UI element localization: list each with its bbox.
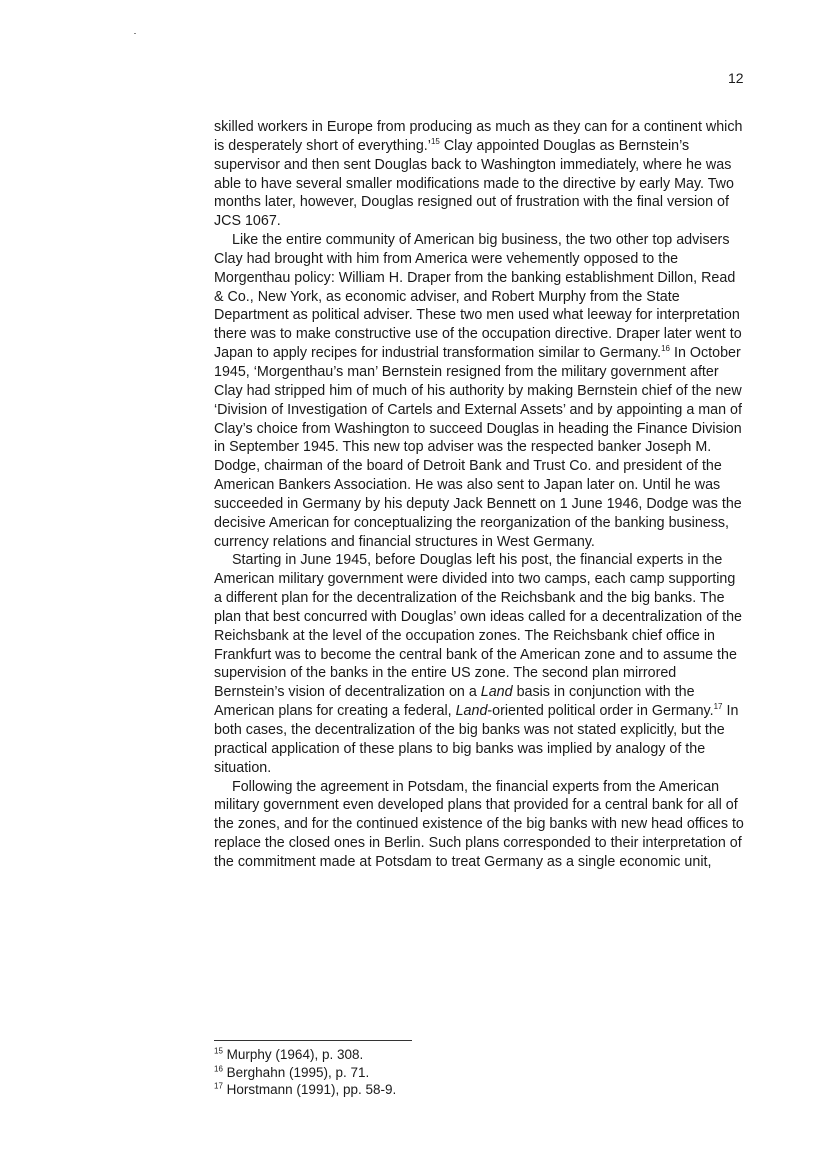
text-run: basis in conjunction with the American plans for creating a federal,: [214, 684, 695, 720]
footnotes: [214, 1046, 614, 1099]
text-run: Starting in June 1945, before Douglas left his post, the financial experts in the American military government were divided into two camps, each camp supporting a different plan for the decentralization of the Reichsbank and the big banks. The plan that best concurred with Douglas’ own ideas called for a decentralization of the Reichsbank at the level of the occupation zones. The Reichsbank chief office in Frankfurt was to become the central bank of the American zone and to assume the supervision of the banks in the entire US zone. The second plan mirrored Bernstein’s vision of decentralization on a: [214, 552, 742, 701]
footnote-separator: [214, 1040, 412, 1041]
footnote-marker: 16: [661, 344, 671, 354]
paragraph: [214, 778, 746, 872]
scan-speck: [134, 33, 136, 34]
body-text: [214, 118, 746, 872]
footnote-number: 16: [214, 1064, 223, 1073]
footnote: [214, 1081, 614, 1099]
text-run: -oriented political order in Germany.: [487, 703, 714, 720]
paragraph: [214, 118, 746, 231]
footnote: [214, 1064, 614, 1082]
footnote-marker: 17: [713, 702, 723, 712]
paragraph: [214, 231, 746, 551]
text-run: In both cases, the decentralization of the big banks was not stated explicitly, but the practical application of these plans to big banks was implied by analogy of the situation.: [214, 703, 739, 776]
footnote-text: Berghahn (1995), p. 71.: [222, 1064, 370, 1080]
italic-term: Land: [480, 684, 513, 701]
footnote-number: 15: [214, 1046, 223, 1056]
footnote-marker: 15: [430, 137, 440, 147]
italic-term: Land: [455, 703, 488, 720]
text-run: Clay appointed Douglas as Bernstein’s supervisor and then sent Douglas back to Washington immediately, where he was able to have several smaller modifications made to the directive by early May. Two months later, however, Douglas resigned out of frustration with the final version of JCS 1067.: [214, 137, 734, 230]
footnote-text: Horstmann (1991), pp. 58-9.: [222, 1082, 397, 1097]
footnote: [214, 1046, 614, 1064]
text-run: Following the agreement in Potsdam, the financial experts from the American military government even developed plans that provided for a central bank for all of the zones, and for the continued existence of the big banks with new head offices to replace the closed ones in Berlin. Such plans corresponded to their interpretation of the commitment made at Potsdam to treat Germany as a single economic unit,: [214, 778, 744, 870]
paragraph: [214, 551, 746, 777]
footnote-text: Murphy (1964), p. 308.: [222, 1047, 364, 1062]
page-number: 12: [728, 70, 744, 86]
text-run: skilled workers in Europe from producing as much as they can for a continent which is desperately short of everything.’: [214, 119, 743, 154]
footnote-number: 17: [214, 1081, 223, 1091]
text-run: Like the entire community of American big business, the two other top advisers Clay had brought with him from America were vehemently opposed to the Morgenthau policy: William H. Draper from the banking establishment Dillon, Read & Co., New York, as economic adviser, and Robert Murphy from the State Department as political adviser. These two men used what leeway for interpretation there was to make constructive use of the occupation directive. Draper later went to Japan to apply recipes for industrial transformation similar to Germany.: [214, 232, 742, 362]
text-run: In October 1945, ‘Morgenthau’s man’ Bernstein resigned from the military government after Clay had stripped him of much of his authority by making Bernstein chief of the new ‘Division of Investigation of Cartels and External Assets’ and by appointing a man of Clay’s choice from Washington to succeed Douglas in heading the Finance Division in September 1945. This new top adviser was the respected banker Joseph M. Dodge, chairman of the board of Detroit Bank and Trust Co. and president of the American Bankers Association. He was also sent to Japan later on. Until he was succeeded in Germany by his deputy Jack Bennett on 1 June 1946, Dodge was the decisive American for conceptualizing the reorganization of the banking business, currency relations and financial structures in West Germany.: [214, 345, 742, 550]
